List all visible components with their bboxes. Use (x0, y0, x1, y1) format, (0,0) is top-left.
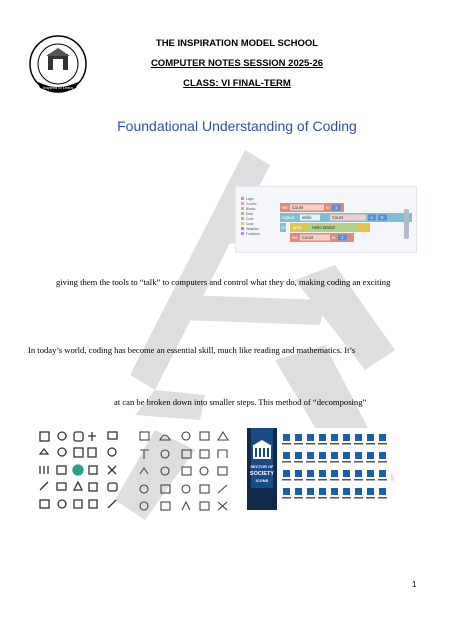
block-print: print (293, 225, 302, 230)
cat-blocks: Blocks (246, 207, 256, 211)
block-set-2: set (292, 235, 298, 240)
svg-text:while: while (302, 215, 312, 220)
svg-text:5: 5 (381, 215, 384, 220)
cat-control: Control (246, 202, 257, 206)
logo-motto: Inspired to Learn (42, 85, 74, 90)
cat-logic: Logic (246, 197, 254, 201)
session-title: COMPUTER NOTES SESSION 2025-26 (150, 58, 324, 69)
svg-text:Hello World!: Hello World! (312, 225, 335, 230)
svg-text:≤: ≤ (370, 215, 373, 220)
cat-data: Data (246, 212, 253, 216)
society-line2: SOCIETY (249, 471, 275, 477)
paragraph-fragment-2: In today’s world, coding has become an essential skill, much like reading and mathematics. It’s (28, 345, 356, 355)
svg-text:to: to (326, 205, 330, 210)
sector-of-society-image (247, 428, 391, 510)
block-set-1: set (282, 205, 288, 210)
class-title: CLASS: VI FINAL-TERM (183, 78, 291, 89)
cat-functions: Functions (246, 232, 260, 236)
society-line1: SECTOR OF (250, 464, 274, 469)
paragraph-fragment-3: at can be broken down into smaller steps. This method of “decomposing” (114, 397, 367, 407)
cat-variables: Variables (246, 227, 260, 231)
svg-text:1: 1 (341, 235, 344, 240)
cat-color-2: Color (246, 222, 254, 226)
svg-text:Count: Count (302, 235, 314, 240)
icon-grid-image-1 (36, 428, 128, 518)
code-blocks-image (235, 186, 417, 253)
page-number: 1 (412, 580, 417, 589)
school-name: THE INSPIRATION MODEL SCHOOL (155, 38, 319, 49)
paragraph-fragment-1: giving them the tools to “talk” to computers and control what they do, making coding an exciting (56, 277, 391, 287)
society-line3: ICONS (255, 478, 269, 483)
block-repeat: repeat (282, 215, 294, 220)
block-do: do (281, 225, 286, 230)
svg-text:to: to (332, 235, 336, 240)
svg-text:Count: Count (332, 215, 344, 220)
page-title: Foundational Understanding of Coding (117, 118, 357, 134)
svg-text:Count: Count (292, 205, 304, 210)
cat-color: Color (246, 217, 254, 221)
svg-text:1: 1 (335, 205, 338, 210)
icon-grid-image-2 (136, 428, 236, 518)
